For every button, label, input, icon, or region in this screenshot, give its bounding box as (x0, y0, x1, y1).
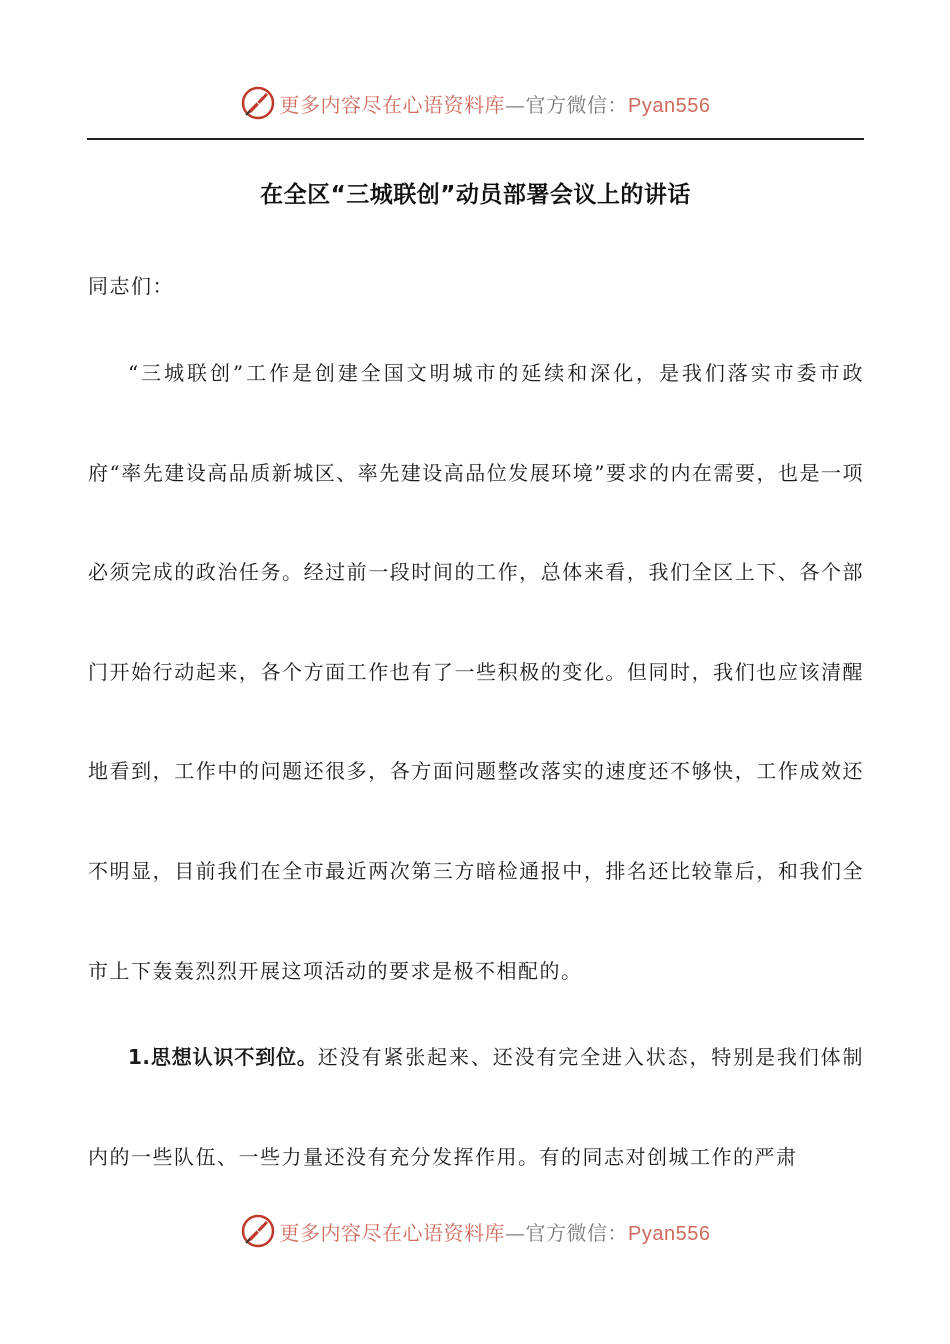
paragraph-1: “三城联创”工作是创建全国文明城市的延续和深化，是我们落实市委市政府“率先建设高品质新城区、率先建设高品位发展环境”要求的内在需要，也是一项必须完成的政治任务。经过前一段时间的工作，总体来看，我们全区上下、各个部门开始行动起来，各个方面工作也有了一些积极的变化。但同时，我们也应该清醒地看到，工作中的问题还很多，各方面问题整改落实的速度还不够快，工作成效还不明显，目前我们在全市最近两次第三方暗检通报中，排名还比较靠后，和我们全市上下轰轰烈烈开展这项活动的要求是极不相配的。 (88, 361, 864, 983)
document-title: 在全区“三城联创”动员部署会议上的讲话 (260, 182, 691, 208)
header-divider (87, 138, 864, 140)
pen-feather-logo-icon (240, 85, 276, 121)
footer-banner (0, 1206, 950, 1256)
footer-banner-text: 更多内容尽在心语资料库—官方微信：Pyan556 (279, 1220, 711, 1245)
paragraph-point-1 (88, 1008, 864, 1207)
header-banner-text: 更多内容尽在心语资料库—官方微信：Pyan556 (279, 92, 711, 117)
point-1-heading: 1.思想认识不到位。 (128, 1045, 318, 1069)
header-banner (0, 78, 950, 128)
pen-feather-logo-icon (240, 1213, 276, 1249)
salutation: 同志们： (88, 274, 174, 298)
point-1-text: 还没有紧张起来、还没有完全进入状态，特别是我们体制内的一些队伍、一些力量还没有充分发挥作用。有的同志对创城工作的严肃 (88, 1045, 865, 1169)
